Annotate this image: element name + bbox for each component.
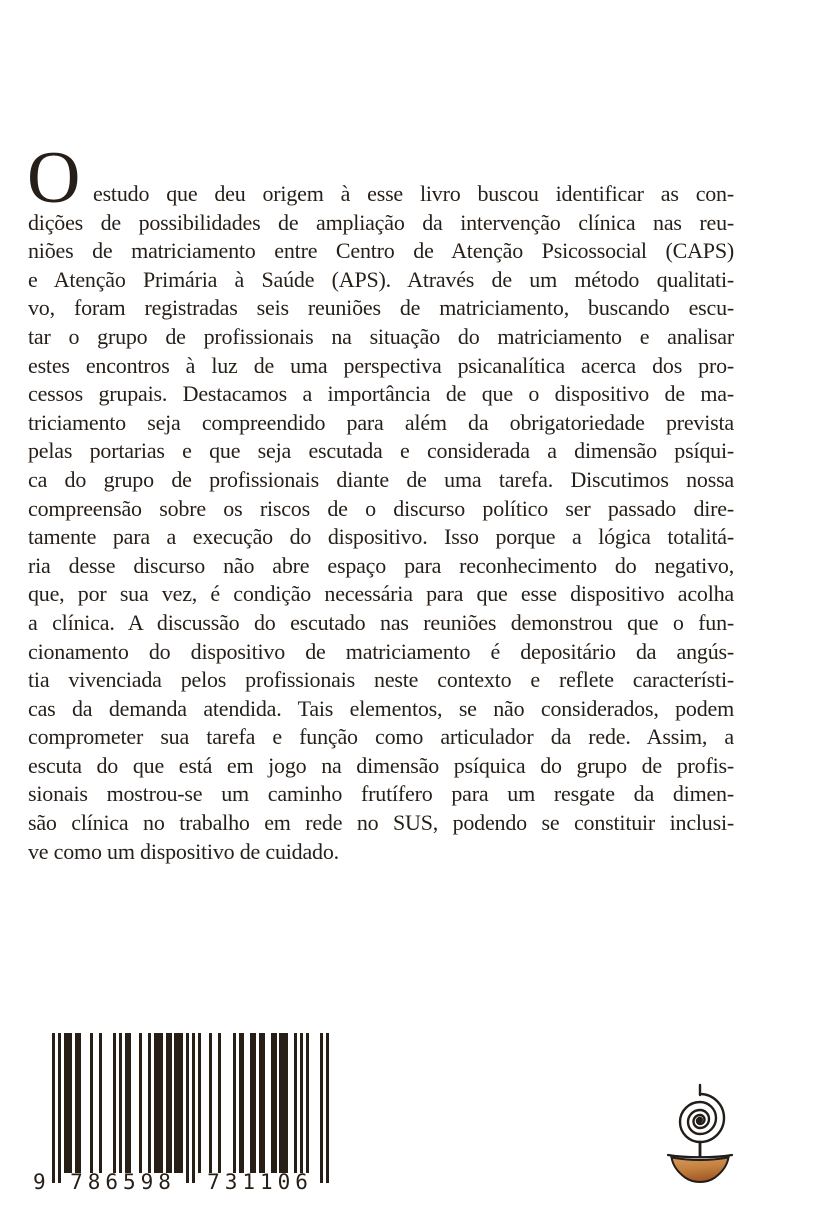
barcode-bar bbox=[300, 1033, 303, 1173]
barcode-bar bbox=[75, 1033, 81, 1173]
barcode-bar bbox=[186, 1033, 189, 1183]
blurb-line: niões de matriciamento entre Centro de Atenção Psicossocial (CAPS) bbox=[28, 238, 734, 264]
barcode-bar bbox=[58, 1033, 61, 1183]
blurb-line: que, por sua vez, é condição necessária para que esse dispositivo acolha bbox=[28, 581, 734, 607]
barcode-bar bbox=[64, 1033, 73, 1173]
barcode-bar bbox=[174, 1033, 183, 1173]
barcode-bar bbox=[294, 1033, 297, 1173]
barcode-bar bbox=[148, 1033, 151, 1173]
back-cover-blurb bbox=[28, 180, 734, 866]
barcode-bar bbox=[326, 1033, 329, 1183]
barcode-bar bbox=[198, 1033, 201, 1173]
barcode-bar bbox=[271, 1033, 277, 1173]
blurb-line: escuta do que está em jogo na dimensão psíquica do grupo de profis- bbox=[28, 752, 734, 778]
blurb-line: pelas portarias e que seja escutada e considerada a dimensão psíqui- bbox=[28, 438, 734, 464]
barcode-bar bbox=[320, 1033, 323, 1183]
blurb-line: são clínica no trabalho em rede no SUS, podendo se constituir inclusi- bbox=[28, 810, 734, 836]
barcode-bar bbox=[139, 1033, 142, 1173]
blurb-line: compreensão sobre os riscos de o discurso político ser passado dire- bbox=[28, 495, 734, 521]
barcode-bar bbox=[279, 1033, 288, 1173]
barcode-bar bbox=[90, 1033, 93, 1173]
barcode-group-right: 731106 bbox=[207, 1170, 313, 1194]
barcode-bar bbox=[239, 1033, 245, 1173]
blurb-line: tia vivenciada pelos profissionais neste contexto e reflete característi- bbox=[28, 667, 734, 693]
publisher-logo bbox=[653, 1082, 748, 1190]
logo-bowl bbox=[672, 1158, 729, 1183]
barcode-bar bbox=[192, 1033, 195, 1183]
barcode-bar bbox=[99, 1033, 102, 1173]
barcode-bar bbox=[209, 1033, 212, 1173]
blurb-line: e Atenção Primária à Saúde (APS). Através de um método qualitati- bbox=[28, 266, 734, 292]
blurb-line: vo, foram registradas seis reuniões de matriciamento, buscando escu- bbox=[28, 295, 734, 321]
barcode-bar bbox=[125, 1033, 131, 1173]
blurb-line: cionamento do dispositivo de matriciamento é depositário da angús- bbox=[28, 638, 734, 664]
blurb-line: tar o grupo de profissionais na situação do matriciamento e analisar bbox=[28, 323, 734, 349]
blurb-line: estes encontros à luz de uma perspectiva psicanalítica acerca dos pro- bbox=[28, 352, 734, 378]
blurb-line: dições de possibilidades de ampliação da intervenção clínica nas reu- bbox=[28, 209, 734, 235]
barcode-bar bbox=[113, 1033, 116, 1173]
barcode-bar bbox=[306, 1033, 309, 1173]
barcode-bar bbox=[259, 1033, 265, 1173]
barcode-bar bbox=[119, 1033, 122, 1173]
barcode-bar bbox=[52, 1033, 55, 1183]
blurb-line: ria desse discurso não abre espaço para reconhecimento do negativo, bbox=[28, 552, 734, 578]
barcode-first-digit: 9 bbox=[33, 1170, 46, 1194]
blurb-line: a clínica. A discussão do escutado nas reuniões demonstrou que o fun- bbox=[28, 609, 734, 635]
logo-spiral-icon bbox=[680, 1094, 724, 1142]
barcode-group-left: 786598 bbox=[70, 1170, 176, 1194]
barcode-bar bbox=[250, 1033, 256, 1173]
barcode-bar bbox=[233, 1033, 236, 1173]
blurb-line: cessos grupais. Destacamos a importância de que o dispositivo de ma- bbox=[28, 381, 734, 407]
barcode-bars bbox=[52, 1033, 329, 1183]
blurb-line: ca do grupo de profissionais diante de uma tarefa. Discutimos nossa bbox=[28, 466, 734, 492]
barcode-bar bbox=[166, 1033, 172, 1173]
blurb-line: comprometer sua tarefa e função como articulador da rede. Assim, a bbox=[28, 724, 734, 750]
barcode-bar bbox=[154, 1033, 163, 1173]
barcode-bar bbox=[218, 1033, 221, 1173]
blurb-line: tamente para a execução do dispositivo. Isso porque a lógica totalitá- bbox=[28, 524, 734, 550]
blurb-line: cas da demanda atendida. Tais elementos, se não considerados, podem bbox=[28, 695, 734, 721]
dropcap-initial: O bbox=[27, 137, 81, 219]
blurb-line: estudo que deu origem à esse livro buscou identificar as con- bbox=[93, 181, 734, 206]
blurb-line: sionais mostrou-se um caminho frutífero para um resgate da dimen- bbox=[28, 781, 734, 807]
isbn-barcode bbox=[33, 1033, 333, 1197]
blurb-line: triciamento seja compreendido para além da obrigatoriedade prevista bbox=[28, 409, 734, 435]
blurb-line: ve como um dispositivo de cuidado. bbox=[28, 838, 339, 864]
